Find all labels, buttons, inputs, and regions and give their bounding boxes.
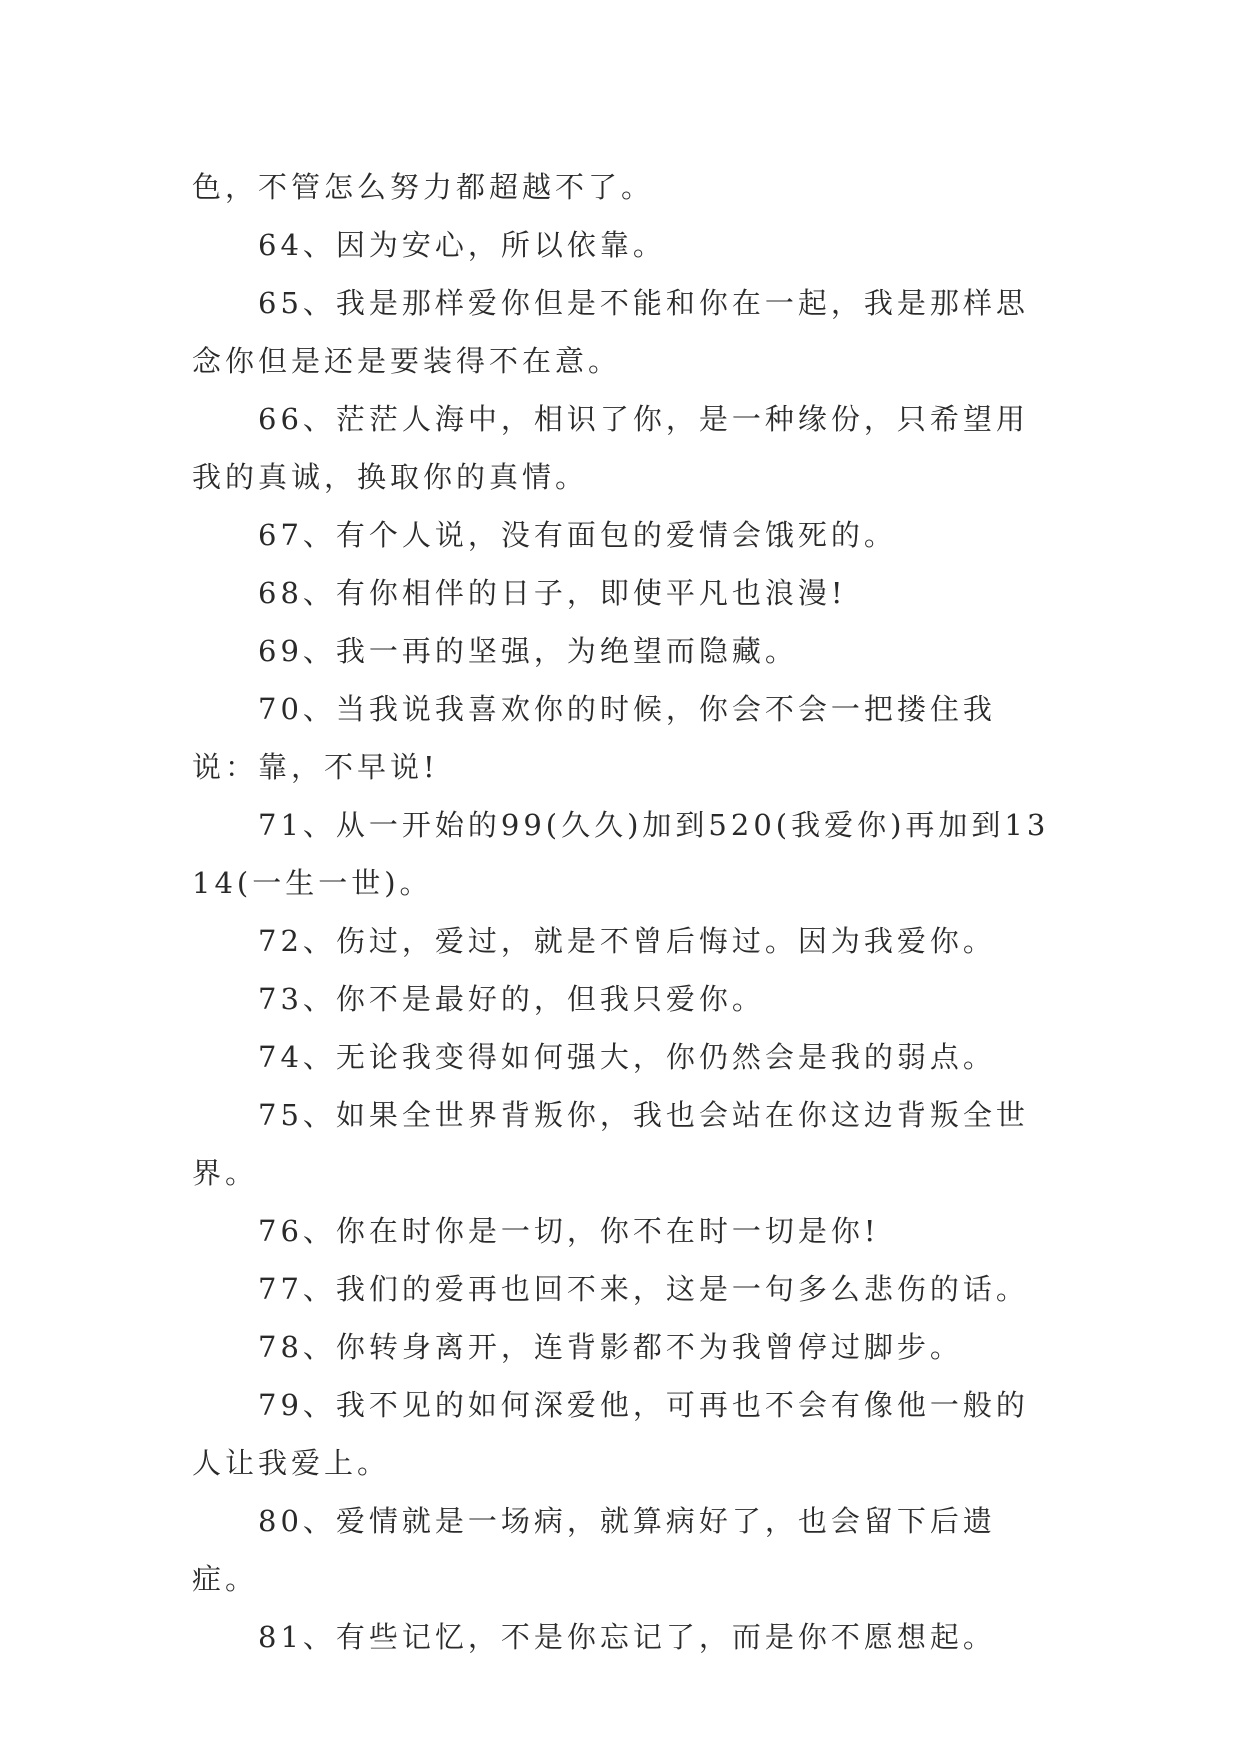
document-body bbox=[192, 158, 1054, 1666]
paragraph-64: 64、因为安心，所以依靠。 bbox=[258, 228, 666, 262]
paragraph-73: 73、你不是最好的，但我只爱你。 bbox=[258, 982, 765, 1016]
paragraph-68: 68、有你相伴的日子，即使平凡也浪漫! bbox=[258, 576, 847, 610]
paragraph-79: 79、我不见的如何深爱他，可再也不会有像他一般的人让我爱上。 bbox=[192, 1388, 1029, 1480]
paragraph-continuation: 色，不管怎么努力都超越不了。 bbox=[192, 170, 655, 204]
paragraph-81: 81、有些记忆，不是你忘记了，而是你不愿想起。 bbox=[258, 1620, 996, 1654]
paragraph-78: 78、你转身离开，连背影都不为我曾停过脚步。 bbox=[258, 1330, 963, 1364]
paragraph-76: 76、你在时你是一切，你不在时一切是你! bbox=[258, 1214, 880, 1248]
paragraph-77: 77、我们的爱再也回不来，这是一句多么悲伤的话。 bbox=[258, 1272, 1029, 1306]
paragraph-71: 71、从一开始的99(久久)加到520(我爱你)再加到1314(一生一世)。 bbox=[192, 808, 1050, 900]
paragraph-65: 65、我是那样爱你但是不能和你在一起，我是那样思念你但是还是要装得不在意。 bbox=[192, 286, 1029, 378]
paragraph-70: 70、当我说我喜欢你的时候，你会不会一把搂住我说：靠，不早说! bbox=[192, 692, 996, 784]
paragraph-75: 75、如果全世界背叛你，我也会站在你这边背叛全世界。 bbox=[192, 1098, 1029, 1190]
paragraph-80: 80、爱情就是一场病，就算病好了，也会留下后遗症。 bbox=[192, 1504, 996, 1596]
paragraph-67: 67、有个人说，没有面包的爱情会饿死的。 bbox=[258, 518, 897, 552]
paragraph-66: 66、茫茫人海中，相识了你，是一种缘份，只希望用我的真诚，换取你的真情。 bbox=[192, 402, 1029, 494]
paragraph-72: 72、伤过，爱过，就是不曾后悔过。因为我爱你。 bbox=[258, 924, 996, 958]
paragraph-69: 69、我一再的坚强，为绝望而隐藏。 bbox=[258, 634, 798, 668]
paragraph-74: 74、无论我变得如何强大，你仍然会是我的弱点。 bbox=[258, 1040, 996, 1074]
